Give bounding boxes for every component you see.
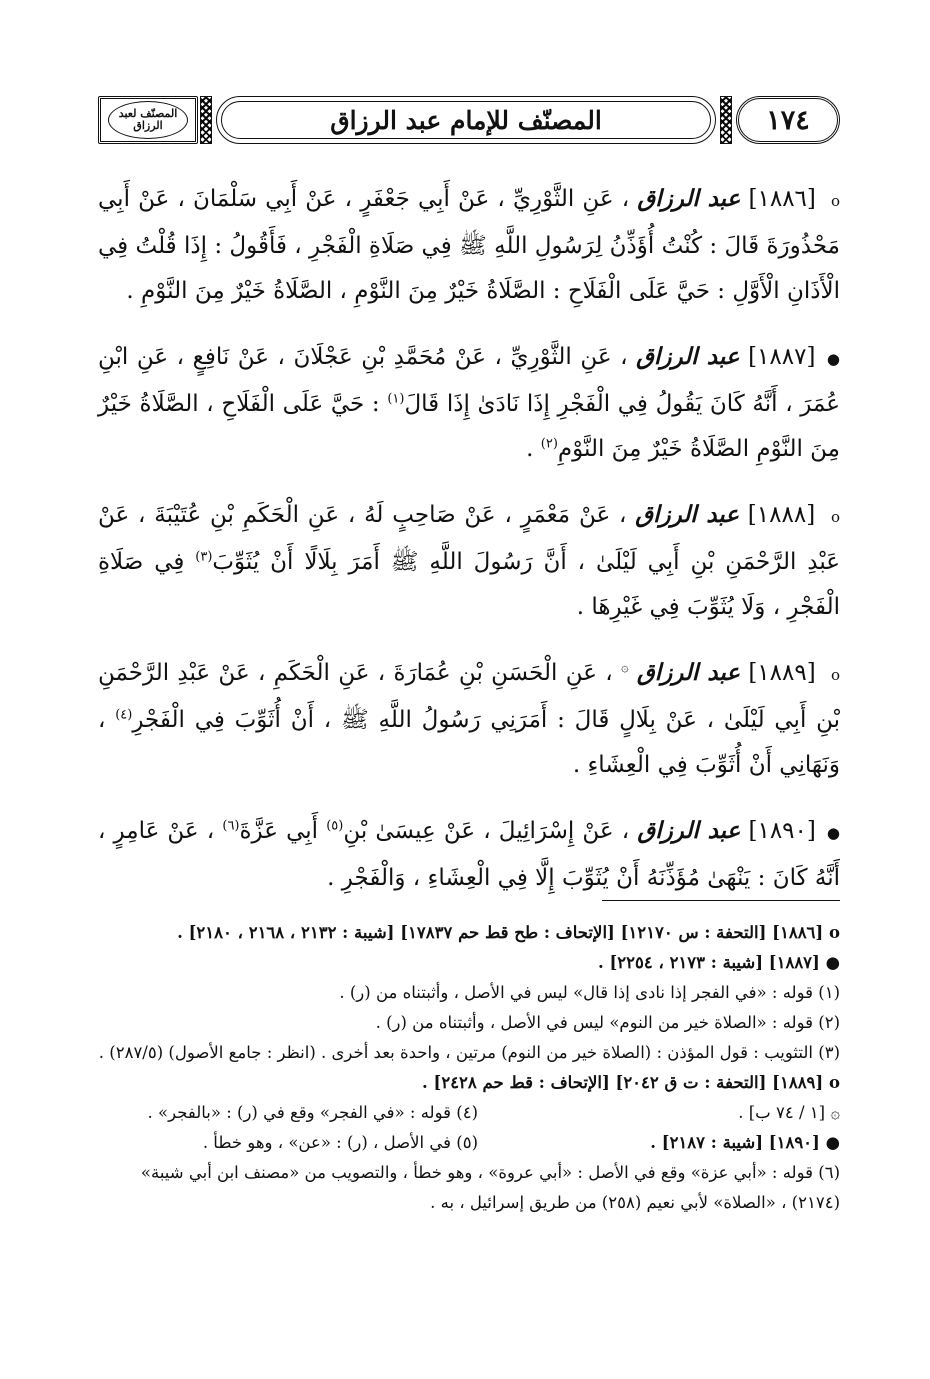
footnote-row — [98, 1128, 840, 1158]
footnote-1890: ● [١٨٩٠] [شيبة : ٢١٨٧] . — [650, 1133, 840, 1152]
hadith-source: عبد الرزاق — [637, 185, 741, 212]
page-header — [98, 96, 840, 144]
footnote-3: (٣) التثويب : قول المؤذن : (الصلاة خير من النوم) مرتين ، واحدة بعد أخرى . (انظر : جامع الأصول) (٢٨٧/٥) . — [98, 1043, 840, 1062]
hadith-text: ، عَنْ عَامِرٍ ، أَنَّهُ كَانَ : يَنْهَىٰ مُؤَذِّنَهُ أَنْ يُثَوِّبَ إِلَّا فِي الْعِشَاءِ ، وَالْفَجْرِ . — [98, 818, 840, 891]
hadith-text: ، عَنِ الثَّوْرِيِّ ، عَنْ مُحَمَّدِ بْنِ عَجْلَانَ ، عَنْ نَافِعٍ ، عَنِ ابْنِ عُمَرَ ، أَنَّهُ كَانَ يَقُولُ فِي الْفَجْرِ إِذَا نَادَىٰ إِذَا قَالَ — [98, 344, 840, 417]
footnote-1886: o [١٨٨٦] [التحفة : س ١٢١٧٠] [الإتحاف : طح قط حم ١٧٨٣٧] [شيبة : ٢١٣٢ ، ٢١٦٨ ، ٢١٨٠] . — [177, 923, 840, 942]
footnote-1889: o [١٨٨٩] [التحفة : ت ق ٢٠٤٢] [الإتحاف : قط حم ٢٤٢٨] . — [422, 1073, 840, 1092]
footnote-5: (٥) في الأصل ، (ر) : «عن» ، وهو خطأ . — [202, 1133, 478, 1152]
page-number: ١٧٤ — [736, 96, 840, 144]
hadith-text: أَبِي عَزَّةَ — [239, 818, 319, 844]
folio-ref-icon: ۞ — [620, 660, 629, 676]
footnote-2: (٢) قوله : «الصلاة خير من النوم» ليس في الأصل ، وأثبتناه من (ر) . — [375, 1013, 840, 1032]
hadith-1888 — [98, 492, 840, 630]
hadith-number: [١٨٨٩] — [748, 660, 816, 686]
hadith-marker: o — [830, 666, 840, 684]
footnote-1: (١) قوله : «في الفجر إذا نادى إذا قال» ليس في الأصل ، وأثبتناه من (ر) . — [339, 983, 840, 1002]
hadith-1886 — [98, 176, 840, 314]
ornament-right-icon — [720, 96, 732, 144]
footnotes — [98, 918, 840, 1218]
hadith-1887 — [98, 334, 840, 472]
book-title: المصنّف للإمام عبد الرزاق — [216, 96, 716, 144]
hadith-text: ، وَنَهَانِي أَنْ أُثَوِّبَ فِي الْعِشَاءِ . — [98, 707, 840, 778]
footnote-row — [98, 1098, 840, 1128]
footnote-4: (٤) قوله : «في الفجر» وقع في (ر) : «بالفجر» . — [147, 1103, 478, 1122]
hadith-source: عبد الرزاق — [636, 343, 740, 370]
hadith-number: [١٨٨٨] — [747, 502, 816, 528]
hadith-marker: ● — [826, 824, 841, 842]
author-seal-icon — [98, 96, 198, 144]
footnote-ref: (٤) — [115, 707, 133, 723]
footnote-6: (٦) قوله : «أبي عزة» وقع في الأصل : «أبي عروة» ، وهو خطأ ، والتصويب من «مصنف ابن أبي شيبة» (٢١٧٤) ، «الصلاة» لأبي نعيم (٢٥٨) من طريق إسرائيل ، به . — [140, 1163, 840, 1212]
hadith-1889 — [98, 650, 840, 788]
folio-reference: ۞ [١ / ٧٤ ب] . — [738, 1103, 840, 1122]
hadith-number: [١٨٨٧] — [748, 344, 816, 370]
hadith-text: ، عَنِ الْحَسَنِ بْنِ عُمَارَةَ ، عَنِ الْحَكَمِ ، عَنْ عَبْدِ الرَّحْمَنِ بْنِ أَبِي لَيْلَىٰ ، عَنْ بِلَالٍ قَالَ : أَمَرَنِي رَسُولُ اللَّهِ ﷺ ، أَنْ أُثَوِّبَ فِي الْفَجْرِ — [98, 660, 841, 733]
footnote-ref: (١) — [387, 391, 405, 407]
seal-text: المصنّف لعبد الرزاق — [108, 101, 188, 139]
hadith-text: ، عَنْ مَعْمَرٍ ، عَنْ صَاحِبٍ لَهُ ، عَنِ الْحَكَمِ بْنِ عُتَيْبَةَ ، عَنْ عَبْدِ الرَّحْمَنِ بْنِ أَبِي لَيْلَىٰ ، أَنَّ رَسُولَ اللَّهِ ﷺ أَمَرَ بِلَالًا أَنْ يُثَوِّبَ — [98, 502, 840, 575]
footnote-ref: (٢) — [540, 436, 558, 452]
hadith-1890 — [98, 808, 840, 901]
hadith-text: : حَيَّ عَلَى الْفَلَاحِ ، الصَّلَاةُ خَيْرٌ مِنَ النَّوْمِ الصَّلَاةُ خَيْرٌ مِنَ النَّوْمِ — [98, 391, 840, 462]
hadith-text: . — [526, 436, 534, 462]
hadith-number: [١٨٨٦] — [748, 186, 816, 212]
hadith-marker: ● — [826, 350, 840, 368]
footnote-1887: ● [١٨٨٧] [شيبة : ٢١٧٣ ، ٢٢٥٤] . — [597, 953, 840, 972]
hadith-source: عبد الرزاق — [636, 659, 741, 686]
footnote-ref: (٦) — [222, 818, 240, 834]
hadith-source: عبد الرزاق — [635, 501, 739, 528]
footnote-ref: (٣) — [195, 549, 213, 565]
hadith-text: ، عَنِ الثَّوْرِيِّ ، عَنْ أَبِي جَعْفَرٍ ، عَنْ أَبِي سَلْمَانَ ، عَنْ أَبِي مَحْذُورَةَ قَالَ : كُنْتُ أُؤَذِّنُ لِرَسُولِ اللَّهِ ﷺ فِي صَلَاةِ الْفَجْرِ ، فَأَقُولُ : إِذَا قُلْتُ فِي الْأَذَانِ الْأَوَّلِ : حَيَّ عَلَى الْفَلَاحِ : الصَّلَاةُ خَيْرٌ مِنَ النَّوْمِ ، الصَّلَاةُ خَيْرٌ مِنَ النَّوْمِ . — [98, 186, 840, 304]
hadith-text: ، عَنْ إِسْرَائِيلَ ، عَنْ عِيسَىٰ بْنِ — [343, 818, 630, 844]
hadith-text: فِي صَلَاةِ الْفَجْرِ ، وَلَا يُثَوِّبَ فِي غَيْرِهَا . — [98, 549, 840, 620]
main-text — [98, 176, 840, 921]
hadith-number: [١٨٩٠] — [748, 818, 816, 844]
hadith-source: عبد الرزاق — [637, 817, 741, 844]
footnote-separator — [602, 900, 840, 901]
footnote-ref: (٥) — [326, 818, 344, 834]
ornament-left-icon — [200, 96, 212, 144]
hadith-marker: o — [831, 192, 841, 210]
hadith-marker: o — [830, 508, 840, 526]
